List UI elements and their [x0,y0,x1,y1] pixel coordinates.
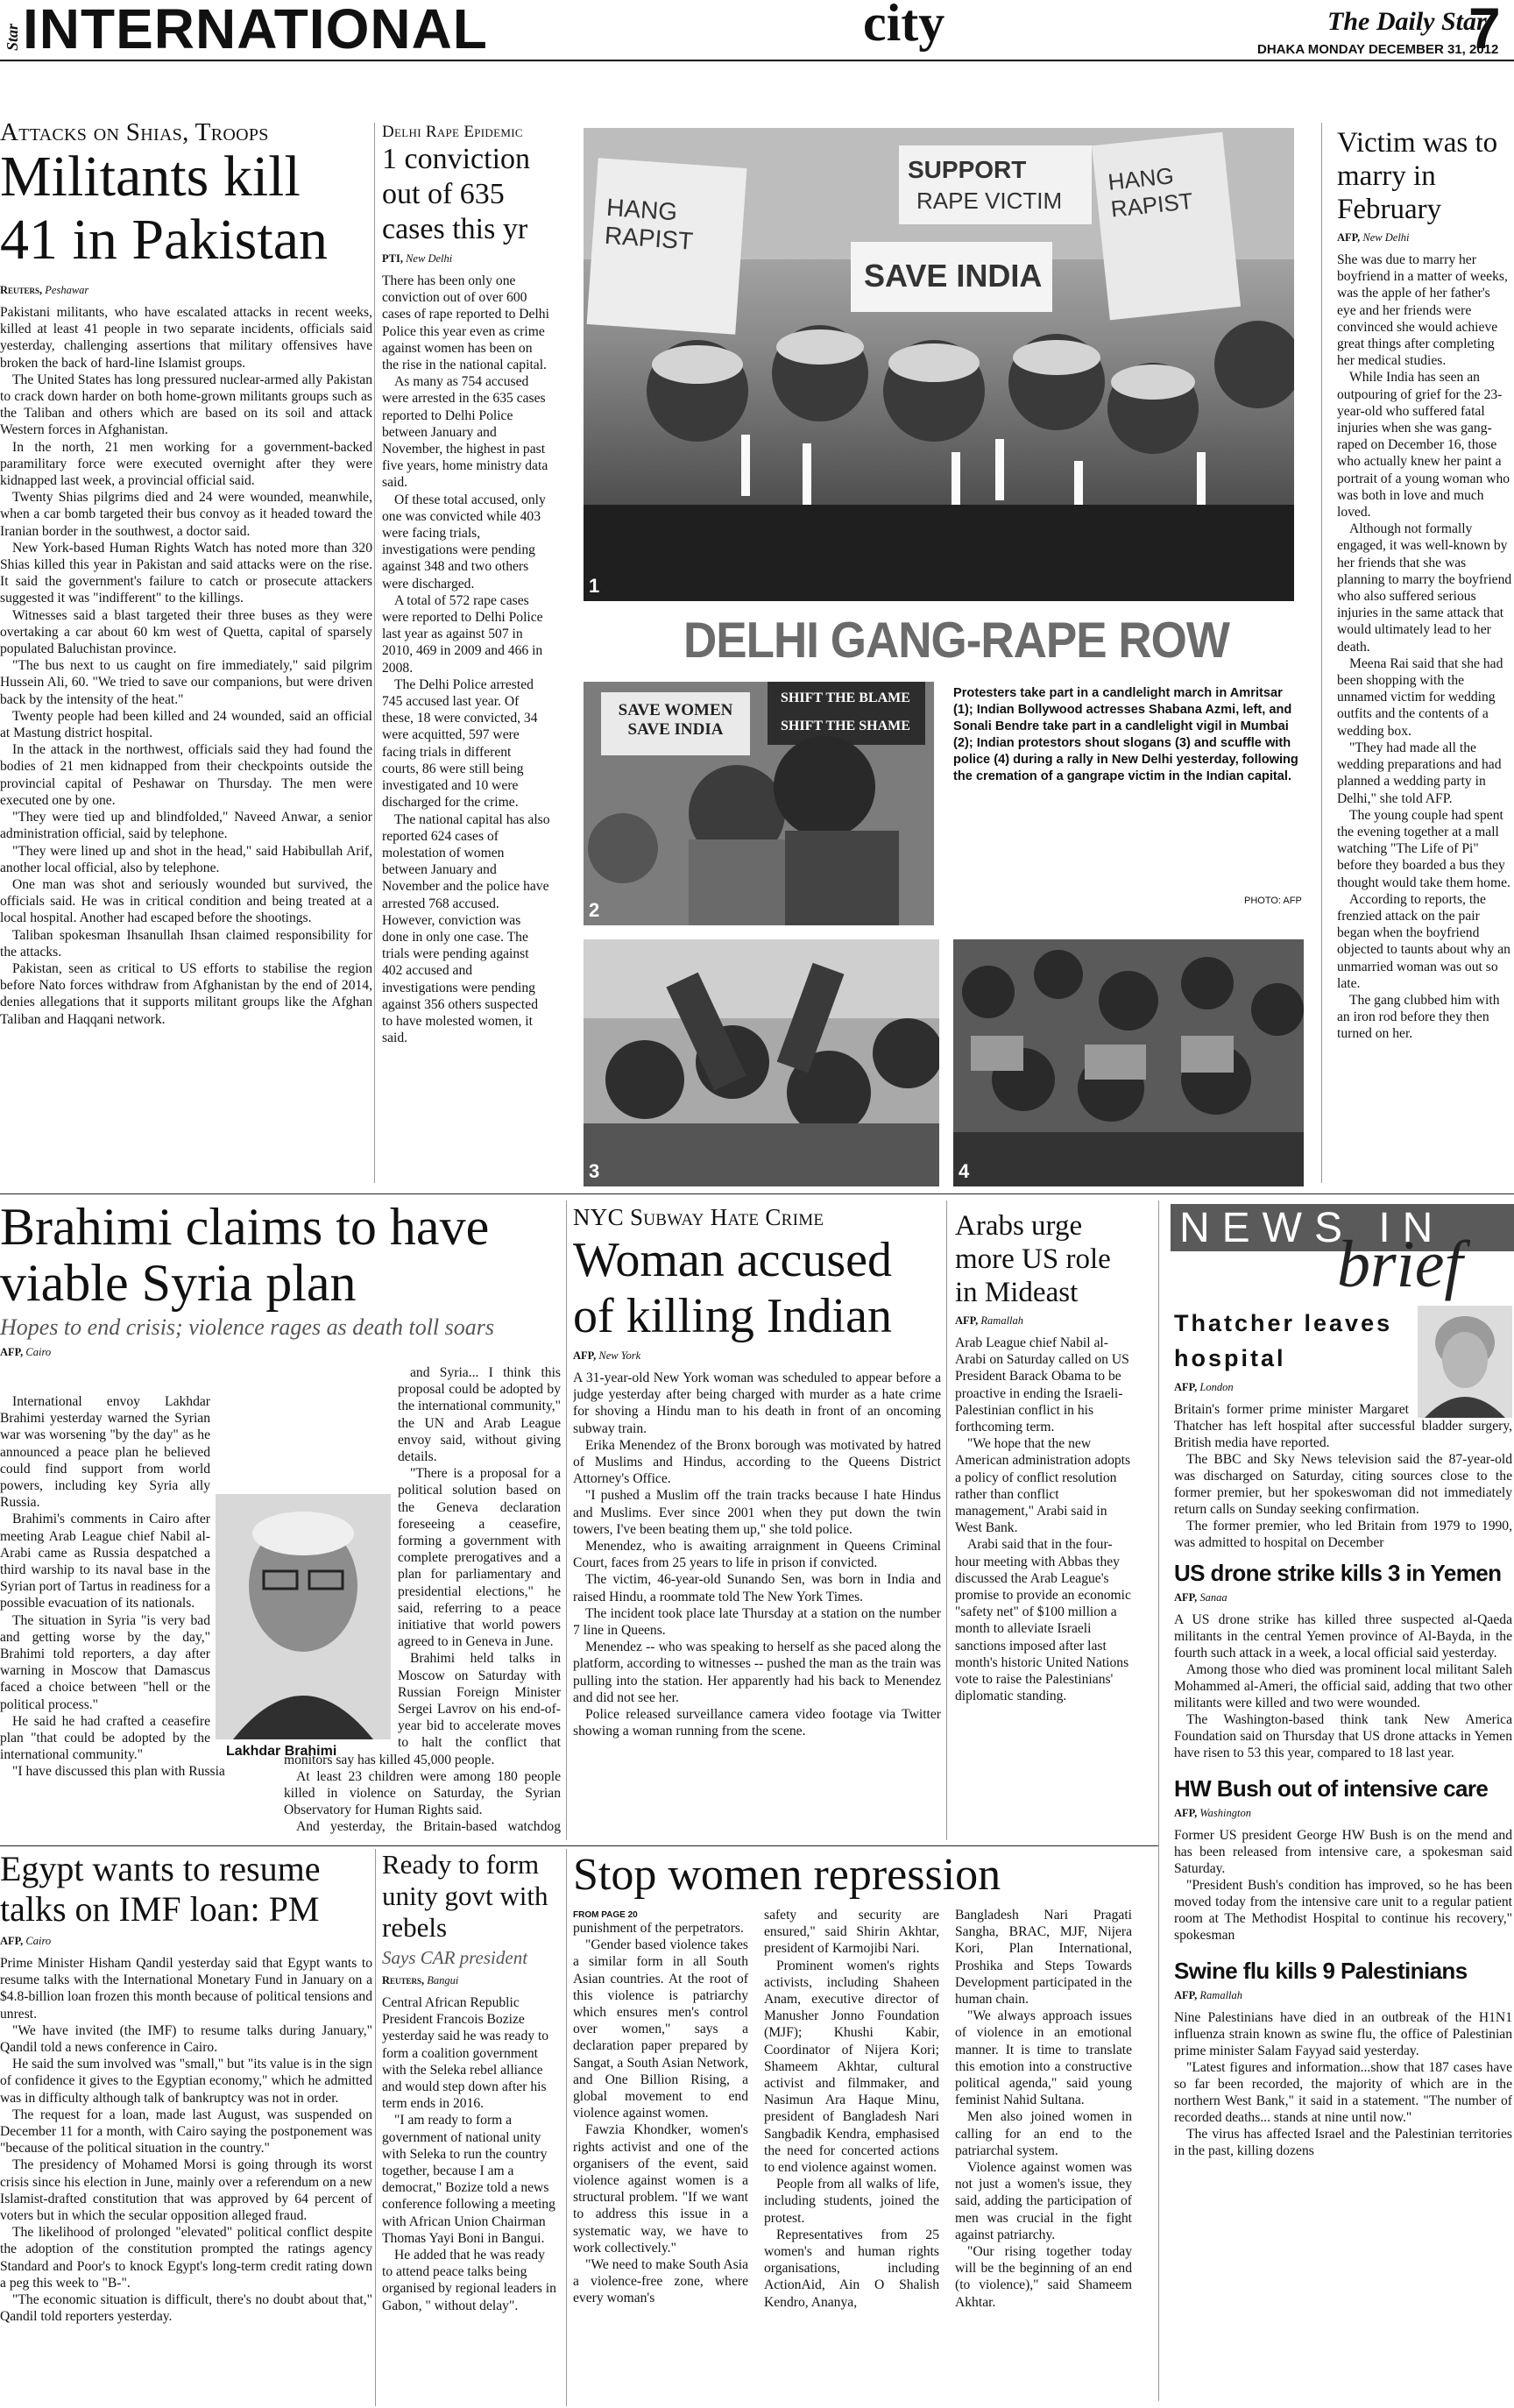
photo-thatcher [1418,1306,1512,1418]
paragraph: "The bus next to us caught on fire immediately," said pilgrim Hussein Ali, 60. "We tried to save our companions, but were driven back by the intensity of the heat." [0,658,372,707]
byline [382,252,550,266]
photo-number: 1 [589,575,600,597]
byline [1337,231,1512,244]
paragraph: "Gender based violence takes a similar form in all South Asian countries. At the root of this violence is patriarchy which ensures men's control over women," says a declaration paper prepared by Sangat, a South Asian Network, and One Billion Rising, a global movement to end violence against women. [573,1937,748,2121]
story-egypt [0,1849,372,2406]
paragraph: Pakistani militants, who have escalated attacks in recent weeks, killed at least 41 people in two separate incidents, officials said yesterday, challenging assertions that military offensives have broken the back of hard-line Islamist groups. [0,305,372,371]
brief-body [1174,1401,1512,1551]
paragraph: Bangladesh Nari Pragati Sangha, BRAC, MJF, Nijera Kori, Plan International, Proshika and Steps Towards Development participated in the human chain. [955,1908,1132,2008]
story-delhi-rape-epidemic [382,123,550,1187]
kicker: NYC Subway Hate Crime [573,1206,824,1230]
paragraph: Representatives from 25 women's and human rights organisations, including ActionAid, Ain O Shalish Kendro, Ananya, [764,2227,939,2310]
paragraph: The gang clubbed him with an iron rod before they then turned on her. [1337,992,1500,1042]
paragraph: Fawzia Khondker, women's rights activist and one of the organisers of the event, said violence against women is a structural problem. "If we want to address this issue in a systematic way, we have to work collectively." [573,2122,748,2256]
banner-title-top: NEWS IN [1179,1205,1446,1251]
paragraph: According to reports, the frenzied attack on the pair began when the boyfriend objected to taunts about why an unmarried woman was out so late. [1337,891,1510,991]
paragraph: punishment of the perpetrators. [573,1921,744,1936]
photo-number: 3 [589,1160,600,1182]
byline-place: Cairo [25,1346,52,1358]
column-rule [374,123,375,1183]
column-rule [946,1200,947,1840]
paragraph: "We have invited (the IMF) to resume talks during January," Qandil told a news conference in Cairo. [0,2022,372,2056]
photo-number: 2 [589,899,600,921]
article-body [0,1955,372,2325]
paragraph: "They had made all the wedding preparations and had planned a wedding party in Delhi," she told AFP. [1337,740,1502,806]
byline-place: Sanaa [1199,1591,1227,1604]
byline-place: Bangui [427,1974,459,1987]
paragraph: He said the sum involved was "small," but "its value is in the sign of confidence it gives to the Egyptian economy," which he admitted was in difficulty although talk of bankruptcy was not in order. [0,2057,372,2106]
paragraph: Of these total accused, only one was convicted while 403 were facing trials, investigations were pending against 348 and two others were discharged. [382,492,546,591]
protest-sign: RAPE VICTIM [916,188,1063,214]
photo-lakhdar-brahimi [216,1494,391,1739]
byline-place: Ramallah [1199,1989,1243,2001]
paragraph: "I am ready to form a government of national unity with Seleka to run the country together, because I am a democrat," Bozize told a news conference following a meeting with African Union Chairman Thomas Yayi Boni in Bangui. [382,2113,555,2246]
headline: Brahimi claims to have viable Syria plan [0,1199,490,1312]
paragraph: Twenty people had been killed and 24 wounded, said an official at Mastung district hospital. [0,708,372,741]
paragraph: As many as 754 accused were arrested in the 635 cases reported to Delhi Police between January and November, the highest in past five years, home ministry data said. [382,374,548,491]
portrait-image [216,1494,391,1739]
brief-headline: Thatcher leaves hospital [1174,1310,1393,1371]
byline-agency: Reuters, [0,284,43,296]
brief-body [1174,1611,1512,1761]
paragraph: Twenty Shias pilgrims died and 24 were wounded, meanwhile, when a car bomb targeted their bus convoy as it headed toward the Iranian border in the southwest, a doctor said. [0,490,372,539]
paragraph: The victim, 46-year-old Sunando Sen, was born in India and raised Hindu, a roommate told The New York Times. [573,1572,941,1604]
photo-protestors-slogans-image [584,939,939,1186]
headline: Woman accused of killing Indian [573,1233,892,1343]
column-rule [1321,123,1322,1183]
paragraph: International envoy Lakhdar Brahimi yesterday warned the Syrian war was worsening "by the day" as he announced a peace plan he believed could find support from world powers, including key Syria ally Russia. [0,1394,210,1511]
photo-protestors-slogans [584,939,939,1186]
paragraph: Violence against women was not just a women's issue, they said, adding the participation of men was crucial in the fight against patriarchy. [955,2160,1132,2242]
byline-agency: AFP, [1174,1591,1198,1604]
paragraph: Men also joined women in calling for an end to the patriarchal system. [955,2109,1132,2158]
paragraph: Pakistan, seen as critical to US efforts to stabilise the region before Nato forces withdraw from Afghanistan by the end of 2014, denies allegations that it supports militant groups like the Afghan Taliban and Haqqani network. [0,960,372,1027]
paragraph: "We need to make South Asia a violence-free zone, where every woman's [573,2257,748,2306]
headline: Victim was to marry in February [1337,127,1498,225]
brief-item-bush [1174,1775,1512,1944]
kicker: Delhi Rape Epidemic [382,123,523,141]
paragraph: "President Bush's condition has improved, so he has been moved today from the intensive care unit to a regular patient room at The Methodist Hospital to continue his recovery," spokesman [1174,1878,1512,1943]
paragraph: "They were tied up and blindfolded," Naveed Anwar, a senior administration official, said by telephone. [0,810,372,842]
byline-agency: AFP, [1174,1381,1198,1393]
photo-police-scuffle [953,939,1304,1186]
paragraph: The Delhi Police arrested 745 accused last year. Of these, 18 were convicted, 34 were acquitted, 597 were facing trials in different courts, 86 were still being investigated and 10 were discharged for the crime. [382,676,538,811]
paragraph: and Syria... I think this proposal could be adopted by the international community," the UN and Arab League envoy said, without giving details. [398,1365,561,1465]
photo-caption: Lakhdar Brahimi [226,1744,337,1759]
paragraph: Nine Palestinians have died in an outbreak of the H1N1 influenza strain known as swine flu, the office of Palestinian prime minister Salam Fayyad said yesterday. [1174,2010,1512,2058]
paragraph: The Washington-based think tank New America Foundation said on Thursday that US drone attacks in Yemen have risen to 53 this year, compared to 18 last year. [1174,1712,1512,1760]
byline-place: New Delhi [1362,231,1410,244]
women-column-2 [764,1907,939,2406]
paragraph: The likelihood of prolonged "elevated" political conflict despite the adoption of the constitution prompted the ratings agency Standard and Poor's to knock Egypt's long-term credit rating down a peg this week to "B-". [0,2225,372,2291]
story-car [382,1849,557,2406]
masthead [0,0,1514,61]
headline: Arabs urge more US role in Mideast [955,1210,1111,1308]
photo-police-scuffle-image [953,939,1304,1186]
brief-item-swine-flu [1174,1958,1512,2159]
brief-headline: HW Bush out of intensive care [1174,1775,1489,1802]
subhead: Says CAR president [382,1947,528,1968]
news-in-brief-banner [1171,1200,1514,1301]
paragraph: Meena Rai said that she had been shopping with the unnamed victim for wedding outfits and the contents of a wedding box. [1337,655,1503,739]
paragraph: Britain's former prime minister Margaret Thatcher has left hospital after successful bladder surgery, British media have reported. [1174,1402,1512,1450]
byline-agency: PTI, [382,252,403,265]
headline: 1 conviction out of 635 cases this yr [382,143,531,245]
article-body [573,1920,748,2307]
protest-sign: SHIFT THE BLAME [781,691,910,705]
paragraph: Prime Minister Hisham Qandil yesterday said that Egypt wants to resume talks with the International Monetary Fund in January on a $4.8-billion loan frozen this month because of political tensions and unrest. [0,1956,372,2022]
paragraph: A total of 572 rape cases were reported to Delhi Police last year as against 507 in 2010, 469 in 2009 and 466 in 2008. [382,592,543,676]
byline [0,284,372,297]
section-title: INTERNATIONAL [23,0,488,60]
paragraph: The young couple had spent the evening together at a mall watching "The Life of Pi" before they boarded a bus they thought would take them home. [1337,807,1510,890]
paragraph: She was due to marry her boyfriend in a matter of weeks, was the apple of her father's eye and her friends were convinced she would achieve great things after completing her medical studies. [1337,252,1508,369]
paragraph: Brahimi held talks in Moscow on Saturday with Russian Foreign Minister Sergei Lavrov on his end-of-year bid to accelerate moves to halt the conflict that monitors say has killed 45,000 people. [284,1651,561,1767]
byline-agency: AFP, [573,1349,597,1362]
paragraph: One man was shot and seriously wounded but survived, the officials said. He was in critical condition and being treated at a local hospital. Another had escaped before the shootings. [0,876,372,926]
column-rule [566,1200,567,1840]
subhead: Hopes to end crisis; violence rages as death toll soars [0,1314,494,1340]
byline [1174,1989,1512,2002]
jump-line: FROM PAGE 20 [573,1910,638,1920]
byline-agency: AFP, [1337,231,1361,244]
article-body [382,273,550,1046]
paragraph: While India has seen an outpouring of grief for the 23-year-old who suffered fatal injuries when she was gang-raped on December 16, those who actually knew her paint a portrait of a young woman who was both in love and much loved. [1337,370,1510,521]
byline [1174,1807,1512,1820]
paragraph: Central African Republic President Francois Bozize yesterday said he was ready to form a coalition government with the Seleka rebel alliance and would step down after his term ends in 2016. [382,1995,549,2112]
photo-mumbai-vigil [584,682,934,925]
photo-number: 4 [959,1160,970,1182]
article-body [955,1335,1132,1704]
byline-agency: Reuters, [382,1974,425,1987]
byline-place: Ramallah [980,1314,1024,1327]
paragraph: Police released surveillance camera video footage via Twitter showing a woman running from the scene. [573,1707,941,1739]
brief-item-yemen [1174,1560,1512,1761]
paragraph: The situation in Syria "is very bad and getting worse by the day," Brahimi told reporters, a day after warning in Moscow that Damascus faced a choice between "hell or the political process." [0,1612,210,1712]
paragraph: The request for a loan, made last August, was suspended on December 11 for a month, with Cairo saying the postponement was "because of the political situation in the country." [0,2107,372,2157]
byline-place: Washington [1199,1807,1251,1819]
column-rule [566,1849,567,2406]
section-rule [0,1845,1158,1846]
byline-place: New Delhi [406,252,453,265]
paragraph: The incident took place late Thursday at a station on the number 7 line in Queens. [573,1605,941,1639]
paragraph: There has been only one conviction out of over 600 cases of rape reported to Delhi Police this year even as crime against women has been on the rise in the national capital. [382,273,549,373]
paragraph: Menendez, who is awaiting arraignment in Queens Criminal Court, faces from 25 years to life in prison if convicted. [573,1539,941,1571]
paragraph: Arabi said that in the four-hour meeting with Abbas they discussed the Arab League's promise to provide an economic "safety net" of $100 million a month to alleviate Israeli sanctions imposed after last month's historic United Nations vote to raise the Palestinians' diplomatic standing. [955,1537,1131,1704]
protest-sign: HANG RAPIST [1107,162,1194,223]
paragraph: A 31-year-old New York woman was scheduled to appear before a judge yesterday after being charged with murder as a hate crime for shoving a Hindu man to his death in front of an oncoming subway train. [573,1370,941,1436]
protest-sign: SAVE WOMEN SAVE INDIA [618,701,733,739]
kicker: Attacks on Shias, Troops [0,121,269,146]
paragraph: "I have discussed this plan with Russia [12,1764,225,1780]
byline-place: London [1199,1381,1234,1393]
headline: Ready to form unity govt with rebels [382,1849,548,1943]
paragraph: Menendez -- who was speaking to herself as she paced along the platform, according to witnesses -- pushed the man as the train was pulling into the station. Her apparently had his back to Menendez and did not see her. [573,1640,941,1705]
brief-item-thatcher [1174,1306,1512,1551]
paragraph: Although not formally engaged, it was well-known by her friends that she was planning to marry the boyfriend who also suffered serious injuries in the same attack that would ultimately lead to her death. [1337,521,1512,655]
byline [0,1346,561,1359]
brief-body [1174,1827,1512,1944]
paragraph: "They were lined up and shot in the head," said Habibullah Arif, another local official, also by telephone. [0,843,372,875]
protest-sign: SUPPORT [908,156,1027,183]
paragraph: The national capital has also reported 624 cases of molestation of women between January and November and the police have arrested 768 accused. However, conviction was done in only one case. The trials were pending against 402 accused and investigations were pending against 356 others suspected to have molested women, it said. [382,811,550,1046]
brief-body [1174,2009,1512,2159]
article-body [1337,251,1512,1043]
paragraph: In the attack in the northwest, officials said they had found the bodies of 21 men kidnapped from their checkpoints outside the provincial capital of Peshawar on Thursday. The men were executed one by one. [0,742,372,808]
protest-sign: SAVE INDIA [864,258,1043,294]
headline: Stop women repression [573,1850,1001,1900]
paragraph: Witnesses said a blast targeted their three buses as they were overtaking a car about 60 km west of Quetta, capital of sparsely populated Baluchistan province. [0,607,372,657]
star-logo-text: Star [4,23,21,51]
byline-agency: AFP, [1174,1807,1198,1819]
women-column-3 [955,1907,1132,2406]
column-rule [375,1849,376,2406]
paragraph: "We hope that the new American administration adopts a policy of conflict resolution rather than conflict management," Arabi said in West Bank. [955,1436,1131,1536]
byline [1174,1591,1512,1604]
sub-section-title: city [863,0,945,52]
paragraph: He said he had crafted a ceasefire plan "that could be adopted by the international community." [0,1713,210,1763]
byline [955,1314,1132,1328]
banner-title-bottom: brief [1337,1228,1463,1301]
story-pakistan [0,121,372,1186]
headline: Militants kill 41 in Pakistan [0,145,328,272]
brief-column [1174,1306,1512,2401]
paragraph: "Our rising together today will be the beginning of an end (to violence)," said Shameem Akhtar. [955,2244,1132,2310]
paragraph: People from all walks of life, including students, joined the protest. [764,2177,939,2226]
paragraph: The presidency of Mohamed Morsi is going through its worst crisis since his election in June, mainly over a referendum on a new Islamist-drafted constitution that was approved by 64 percent of voters but in which the secular opposition alleged fraud. [0,2157,372,2224]
byline-agency: AFP, [955,1314,979,1327]
byline [0,1935,372,1948]
story-nyc [573,1206,941,1837]
photo-story-headline: DELHI GANG-RAPE ROW [683,613,1229,669]
paragraph: The former premier, who led Britain from 1979 to 1990, was admitted to hospital on December [1174,1519,1512,1550]
paragraph: The BBC and Sky News television said the 87-year-old was discharged on Saturday, citing sources close to the former premier, but her spokeswoman did not immediately return calls on Sunday seeking confirmation. [1174,1452,1512,1517]
paragraph: Taliban spokesman Ihsanullah Ihsan claimed responsibility for the attacks. [0,927,372,960]
byline [382,1974,557,1987]
page-number: 7 [1468,0,1501,60]
photo-candlelight-march [584,128,1294,601]
brief-headline: Swine flu kills 9 Palestinians [1174,1958,1468,1984]
photo-caption: Protesters take part in a candlelight march in Amritsar (1); Indian Bollywood actresses Shabana Azmi, left, and Sonali Bendre take part in a candlelight vigil in Mumbai (2); Indian protestors shout slogans (3) and scuffle with police (4) during a rally in New Delhi yesterday, following the cremation of a gangrape victim in the Indian capital. [953,686,1298,783]
portrait-image [1418,1306,1512,1418]
women-column-1 [573,1910,748,2406]
paragraph: "Latest figures and information...show that 187 cases have so far been recorded, the majority of which are in the northern West Bank," it said in a statement. "The number of recorded deaths... stands at nine until now." [1174,2060,1512,2125]
star-logo [2,5,21,56]
byline-place: Peshawar [45,284,89,296]
paragraph: The virus has affected Israel and the Palestinian territories in the past, killing dozens [1174,2127,1512,2158]
paragraph: "There is a proposal for a political solution based on the Geneva declaration foreseeing a ceasefire, forming a government with complete prerogatives and a plan for parliamentary and presidential elections," he said, referring to a peace initiative that world powers agreed to in Geneva in June. [398,1466,561,1650]
paper-name: The Daily Star [1327,7,1487,36]
photo-credit: PHOTO: AFP [1244,896,1302,906]
paragraph: At least 23 children were among 180 people killed in violence on Saturday, the Syrian Observatory for Human Rights said. [284,1768,561,1818]
dateline: DHAKA MONDAY DECEMBER 31, 2012 [1257,42,1499,57]
paragraph: He added that he was ready to attend peace talks being organised by regional leaders in Gabon, " without delay". [382,2248,556,2313]
headline: Egypt wants to resume talks on IMF loan: PM [0,1849,321,1929]
byline-place: New York [598,1349,641,1362]
column-rule [1158,1200,1159,2401]
article-body [573,1370,941,1739]
paragraph: Former US president George HW Bush is on the mend and has been released from intensive care, a spokesman said Saturday. [1174,1828,1512,1876]
story-victim [1337,126,1512,1191]
paragraph: "The economic situation is difficult, there's no doubt about that," Qandil told reporters yesterday. [0,2292,372,2325]
article-body [0,304,372,1028]
paragraph: Prominent women's rights activists, including Shaheen Anam, executive director of Manusher Jonno Foundation (MJF); Khushi Kabir, Coordinator of Nijera Kori; Shameem Akhtar, cultural activist and filmmaker, and Nasimun Ara Haque Minu, president of Bangladesh Nari Sangbadik Kendra, emphasised the need for concerted actions to end violence against women. [764,1958,939,2176]
protest-sign: SHIFT THE SHAME [781,719,910,733]
protest-sign: HANG RAPIST [604,193,695,255]
paragraph: Arab League chief Nabil al-Arabi on Saturday called on US President Barack Obama to be proactive in ending the Israeli-Palestinian conflict in his forthcoming term. [955,1335,1129,1435]
section-rule [0,1193,1514,1194]
byline-place: Cairo [25,1935,52,1947]
paragraph: "We always approach issues of violence in an emotional manner. It is time to translate this emotion into a constructive political agenda," said young feminist Nahid Sultana. [955,2008,1132,2108]
paragraph: safety and security are ensured," said Shirin Akhtar, president of Karmojibi Nari. [764,1908,939,1957]
paragraph: Brahimi's comments in Cairo after meeting Arab League chief Nabil al-Arabi came as Russia despatched a third warship to its naval base in the Syrian port of Tartus in readiness for a possible evacuation of its nationals. [0,1512,210,1611]
paragraph: A US drone strike has killed three suspected al-Qaeda militants in the central Yemen province of Al-Bayda, in the fourth such attack in a week, a local official said yesterday. [1174,1612,1512,1661]
byline-agency: AFP, [1174,1989,1198,2001]
paragraph: In the north, 21 men working for a government-backed paramilitary force were executed overnight after they were kidnapped last week, a provincial official said. [0,439,372,489]
article-body [382,1994,557,2314]
byline [573,1349,941,1363]
byline-agency: AFP, [0,1935,24,1947]
paragraph: The United States has long pressured nuclear-armed ally Pakistan to crack down harder on both home-grown militants groups such as the Taliban and others which are based on its soil and attack Western forces in Afghanistan. [0,372,372,438]
paragraph: And yesterday, the Britain-based watchdog [296,1819,561,1835]
paragraph: New York-based Human Rights Watch has noted more than 320 Shias killed this year in Pakistan and said attacks were on the rise. It said the government's failure to catch or prosecute attackers suggested it was "indifferent" to the killings. [0,540,372,606]
byline-agency: AFP, [0,1346,24,1358]
paragraph: Erika Menendez of the Bronx borough was motivated by hatred of Muslims and Hindus, according to the Queens District Attorney's Office. [573,1437,941,1487]
story-arabs [955,1209,1132,1840]
paragraph: Among those who died was prominent local militant Saleh Mohammed al-Ameri, the official said, adding that two other militants were killed and two were wounded. [1174,1662,1512,1710]
paragraph: "I pushed a Muslim off the train tracks because I hate Hindus and Muslims. Ever since 2001 when they put down the twin towers, I've been beating them up," she told police. [573,1488,941,1537]
brief-headline: US drone strike kills 3 in Yemen [1174,1560,1502,1586]
